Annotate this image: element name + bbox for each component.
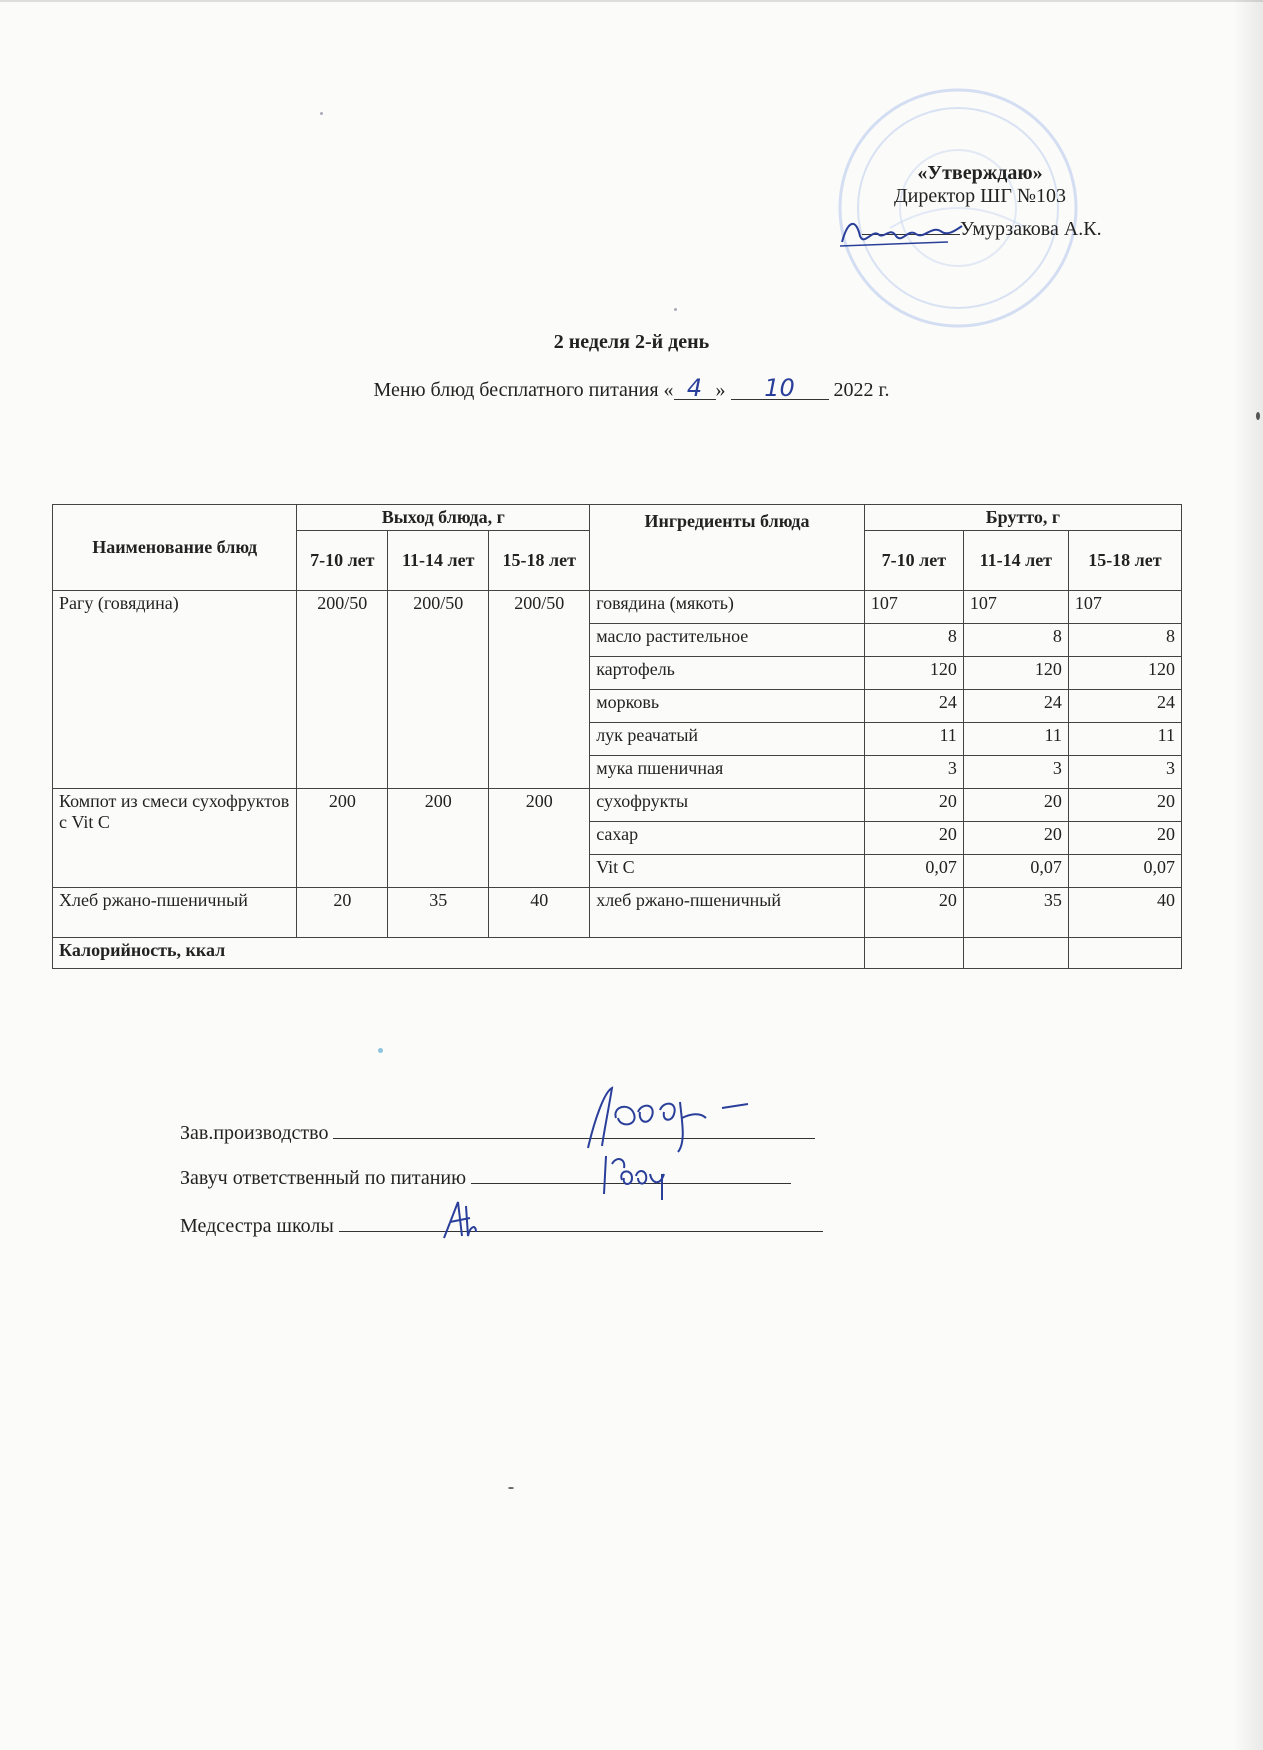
header-yield-age: 7-10 лет [297, 531, 388, 591]
header-ingredients: Ингредиенты блюда [590, 505, 865, 591]
ingredient-gross: 20 [864, 888, 963, 938]
approval-block [830, 162, 1130, 208]
menu-table [52, 504, 1182, 969]
date-day: 4 [674, 377, 716, 400]
date-month: 10 [731, 377, 829, 400]
header-gross: Брутто, г [864, 505, 1181, 531]
header-yield: Выход блюда, г [297, 505, 590, 531]
ingredient-gross: 24 [1068, 690, 1181, 723]
ingredient-gross: 0,07 [963, 855, 1068, 888]
menu-title: Меню блюд бесплатного питания « [373, 379, 674, 401]
ingredient-gross: 3 [963, 756, 1068, 789]
scan-speck [378, 1048, 383, 1053]
ingredient-gross: 3 [864, 756, 963, 789]
approval-position: Директор ШГ №103 [894, 185, 1066, 207]
ingredient-name: морковь [590, 690, 865, 723]
ingredient-gross: 8 [963, 624, 1068, 657]
week-day-heading: 2 неделя 2-й день [553, 331, 710, 353]
calories-value [1068, 938, 1181, 969]
ingredient-gross: 120 [963, 657, 1068, 690]
date-separator: » [715, 379, 726, 401]
menu-date-heading [0, 374, 1263, 402]
dish-yield: 200/50 [489, 591, 590, 789]
ingredient-gross: 20 [963, 822, 1068, 855]
director-signature [838, 212, 966, 254]
dish-name: Компот из смеси сухофруктов с Vit C [53, 789, 297, 888]
ingredient-gross: 20 [864, 822, 963, 855]
ingredient-name: хлеб ржано-пшеничный [590, 888, 865, 938]
signature-underline [339, 1215, 823, 1232]
dish-name: Рагу (говядина) [53, 591, 297, 789]
ingredient-gross: 40 [1068, 888, 1181, 938]
ingredient-name: картофель [590, 657, 865, 690]
ingredient-gross: 8 [1068, 624, 1181, 657]
dish-yield: 200/50 [297, 591, 388, 789]
calories-value [963, 938, 1068, 969]
production-head-signature [582, 1082, 752, 1154]
ingredient-gross: 3 [1068, 756, 1181, 789]
ingredient-gross: 11 [1068, 723, 1181, 756]
ingredient-name: Vit C [590, 855, 865, 888]
ingredient-name: лук реачатый [590, 723, 865, 756]
table-row [53, 789, 1182, 822]
header-gross-age: 11-14 лет [963, 531, 1068, 591]
head-teacher-signature [598, 1150, 678, 1202]
ingredient-gross: 0,07 [1068, 855, 1181, 888]
dish-yield: 40 [489, 888, 590, 938]
calories-label: Калорийность, ккал [53, 938, 865, 969]
ingredient-gross: 35 [963, 888, 1068, 938]
scan-speck [508, 1487, 514, 1489]
ingredient-gross: 107 [963, 591, 1068, 624]
dish-yield: 200 [489, 789, 590, 888]
ingredient-gross: 24 [963, 690, 1068, 723]
ingredient-gross: 107 [864, 591, 963, 624]
ingredient-gross: 120 [864, 657, 963, 690]
nurse-signature [440, 1196, 480, 1242]
table-row [53, 888, 1182, 938]
calories-row [53, 938, 1182, 969]
approval-name: Умурзакова А.К. [960, 218, 1102, 240]
scan-speck [674, 308, 677, 311]
ingredient-gross: 20 [963, 789, 1068, 822]
header-yield-age: 15-18 лет [489, 531, 590, 591]
ingredient-name: масло растительное [590, 624, 865, 657]
ingredient-gross: 11 [864, 723, 963, 756]
dish-name: Хлеб ржано-пшеничный [53, 888, 297, 938]
date-year: 2022 г. [833, 379, 890, 401]
scan-top-edge [0, 0, 1263, 2]
ingredient-gross: 8 [864, 624, 963, 657]
dish-yield: 200 [388, 789, 489, 888]
ingredient-gross: 11 [963, 723, 1068, 756]
round-stamp [830, 78, 1085, 338]
scan-right-edge [1233, 0, 1263, 1750]
ingredient-gross: 0,07 [864, 855, 963, 888]
calories-value [864, 938, 963, 969]
ingredient-gross: 120 [1068, 657, 1181, 690]
header-gross-age: 15-18 лет [1068, 531, 1181, 591]
ingredient-name: мука пшеничная [590, 756, 865, 789]
production-head-label: Зав.производство [180, 1122, 329, 1144]
ingredient-gross: 20 [864, 789, 963, 822]
dish-yield: 20 [297, 888, 388, 938]
dish-yield: 35 [388, 888, 489, 938]
ingredient-gross: 20 [1068, 822, 1181, 855]
dish-yield: 200/50 [388, 591, 489, 789]
signature-line-nurse [180, 1215, 823, 1238]
ingredient-name: сахар [590, 822, 865, 855]
header-yield-age: 11-14 лет [388, 531, 489, 591]
ingredient-gross: 20 [1068, 789, 1181, 822]
head-teacher-label: Завуч ответственный по питанию [180, 1167, 467, 1189]
approval-title: «Утверждаю» [917, 162, 1043, 184]
ingredient-gross: 24 [864, 690, 963, 723]
table-row [53, 591, 1182, 624]
scan-speck [320, 112, 323, 115]
dish-yield: 200 [297, 789, 388, 888]
ingredient-name: сухофрукты [590, 789, 865, 822]
nurse-label: Медсестра школы [180, 1215, 334, 1237]
signature-line-head-teacher [180, 1167, 791, 1190]
ingredient-gross: 107 [1068, 591, 1181, 624]
ingredient-name: говядина (мякоть) [590, 591, 865, 624]
header-gross-age: 7-10 лет [864, 531, 963, 591]
header-dish: Наименование блюд [53, 505, 297, 591]
scan-speck [1256, 412, 1260, 420]
